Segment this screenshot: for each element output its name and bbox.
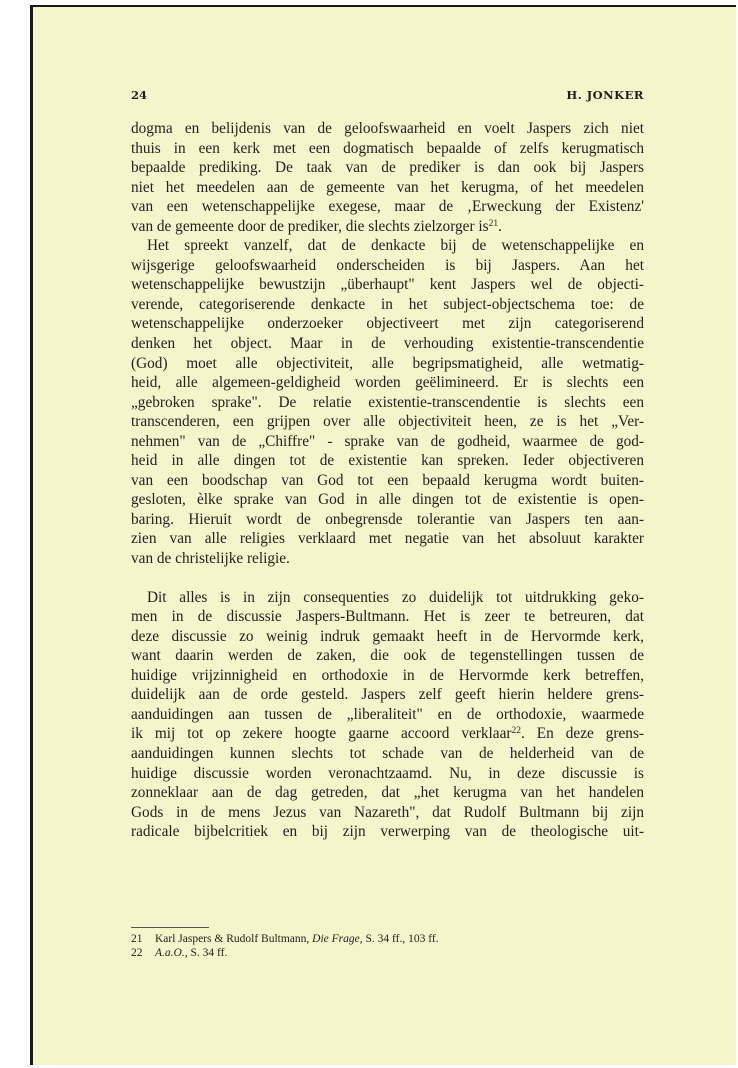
- text-line: [131, 217, 644, 237]
- page-number: 24: [131, 88, 148, 102]
- text-line: „gebroken sprake". De relatie existentie-transcendentie is slechts een: [131, 393, 644, 411]
- text-line: gesloten, èlke sprake van God in alle dingen tot de existentie is open-: [131, 491, 644, 509]
- text-line: baring. Hieruit wordt de onbegrensde tolerantie van Jaspers ten aan-: [131, 510, 644, 528]
- text-line: niet het meedelen aan de gemeente van het kerugma, of het meedelen: [131, 178, 644, 196]
- footnote-ref-22: 22: [511, 726, 521, 737]
- running-head-author: H. JONKER: [566, 88, 644, 102]
- text-line: thuis in een kerk met een dogmatisch bepaalde of zelfs kerugmatisch: [131, 139, 644, 157]
- footnote-rule: [131, 927, 209, 928]
- text-line: [131, 724, 644, 744]
- text-line: deze discussie zo weinig indruk gemaakt heeft in de Hervormde kerk,: [131, 627, 644, 645]
- body-text: [131, 119, 644, 842]
- text-line-content: van de gemeente door de prediker, die slechts zielzorger is: [131, 217, 489, 235]
- text-line: bepaalde prediking. De taak van de prediker is dan ook bij Jaspers: [131, 159, 644, 177]
- text-line: huidige discussie worden veronachtzaamd. Nu, in deze discussie is: [131, 764, 644, 782]
- text-line: zonneklaar aan de dag getreden, dat „het kerugma van het handelen: [131, 784, 644, 802]
- text-line-end: . En deze grens-: [520, 725, 644, 743]
- text-line: aanduidingen kunnen slechts tot schade van de helderheid van de: [131, 744, 644, 762]
- footnote-rest: S. 34 ff.: [190, 947, 228, 959]
- text-line: wetenschappelijke onderzoeker objectiveert met zijn categoriserend: [131, 315, 644, 333]
- footnotes: [131, 932, 644, 960]
- text-line: want daarin werden de zaken, die ook de tegenstellingen tussen de: [131, 647, 644, 665]
- text-line: Gods in de mens Jezus van Nazareth", dat Rudolf Bultmann bij zijn: [131, 803, 644, 821]
- footnote-ref-21: 21: [488, 218, 499, 229]
- text-line: huidige vrijzinnigheid en orthodoxie in de Hervormde kerk betreffen,: [131, 666, 644, 684]
- footnote-number: 22: [131, 947, 143, 959]
- text-line: verende, categoriserende denkacte in het subject-objectschema toe: de: [131, 295, 644, 313]
- text-line: wetenschappelijke bewustzijn „überhaupt" kent Jaspers wel de objecti-: [131, 276, 644, 294]
- text-line: radicale bijbelcritiek en bij zijn verwerping van de theologische uit-: [131, 823, 644, 841]
- footnote-title: Die Frage,: [312, 933, 363, 945]
- paragraph-2: [131, 236, 644, 568]
- text-line: (God) moet alle objectiviteit, alle begripsmatigheid, alle wetmatig-: [131, 354, 644, 372]
- footnote-21: [131, 932, 644, 946]
- text-line: dogma en belijdenis van de geloofswaarheid en voelt Jaspers zich niet: [131, 120, 644, 137]
- text-line: duidelijk aan de orde gesteld. Jaspers zelf geeft hierin heldere grens-: [131, 686, 644, 704]
- text-line: Het spreekt vanzelf, dat de denkacte bij de wetenschappelijke en: [147, 237, 644, 255]
- text-line: aanduidingen aan tussen de „liberaliteit" en de orthodoxie, waarmede: [131, 705, 644, 723]
- text-line: men in de discussie Jaspers-Bultmann. Het is zeer te betreuren, dat: [131, 608, 644, 626]
- paragraph-gap: [131, 569, 644, 588]
- footnote-rest: S. 34 ff., 103 ff.: [365, 933, 439, 945]
- text-line: transcenderen, een grijpen over alle objectiviteit heen, ze is het „Ver-: [131, 413, 644, 431]
- text-line-end: .: [498, 217, 502, 235]
- footnote-22: [131, 946, 644, 960]
- footnote-number: 21: [131, 933, 143, 945]
- footnote-authors: Karl Jaspers & Rudolf Bultmann,: [155, 933, 310, 945]
- text-line: denken het object. Maar in de verhouding existentie-transcendentie: [131, 335, 644, 353]
- text-line-content: ik mij tot op zekere hoogte gaarne accoord verklaar: [131, 725, 512, 743]
- text-line: zien van alle religies verklaard met negatie van het absoluut karakter: [131, 530, 644, 548]
- text-line: heid, alle algemeen-geldigheid worden geëlimineerd. Er is slechts een: [131, 374, 644, 392]
- text-line: Dit alles is in zijn consequenties zo duidelijk tot uitdrukking geko-: [147, 588, 644, 606]
- text-line: heid in alle dingen tot de existentie kan spreken. Ieder objectiveren: [131, 452, 644, 470]
- text-line: wijsgerige geloofswaarheid onderscheiden is bij Jaspers. Aan het: [131, 256, 644, 274]
- running-header: [131, 88, 644, 108]
- text-line: nehmen" van de „Chiffre" - sprake van de godheid, waarmee de god-: [131, 432, 644, 450]
- paragraph-1: [131, 119, 644, 236]
- footnote-title: A.a.O.,: [155, 947, 188, 959]
- text-line: van een boodschap van God tot een bepaald kerugma wordt buiten-: [131, 471, 644, 489]
- paragraph-3: [131, 588, 644, 842]
- text-line: van een wetenschappelijke exegese, maar de ‚Erweckung der Existenz': [131, 198, 644, 216]
- text-line: van de christelijke religie.: [131, 550, 290, 568]
